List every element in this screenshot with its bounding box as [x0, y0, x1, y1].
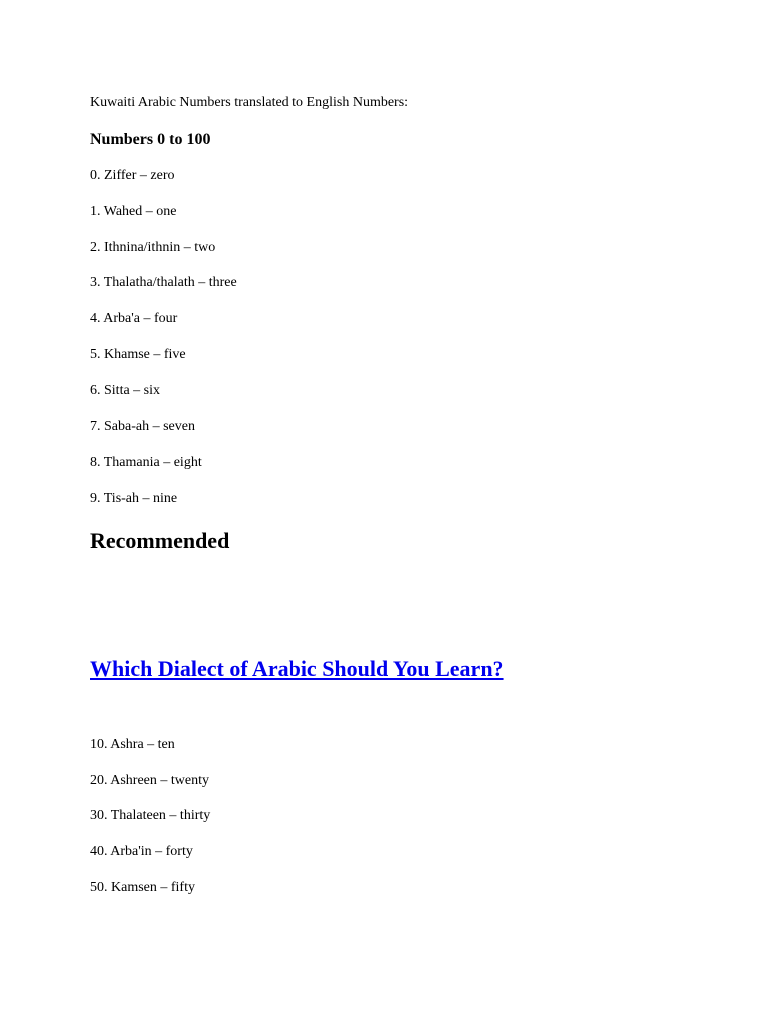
recommended-article-link[interactable]: Which Dialect of Arabic Should You Learn? [90, 656, 504, 681]
list-item: 6. Sitta – six [90, 383, 161, 398]
list-item: 4. Arba'a – four [90, 311, 178, 326]
list-item: 50. Kamsen – fifty [90, 880, 195, 895]
list-item: 8. Thamania – eight [90, 455, 202, 470]
list-item: 10. Ashra – ten [90, 737, 175, 752]
section-heading: Numbers 0 to 100 [90, 131, 211, 148]
list-item: 5. Khamse – five [90, 347, 186, 362]
list-item: 2. Ithnina/ithnin – two [90, 240, 216, 255]
list-item: 3. Thalatha/thalath – three [90, 275, 237, 290]
recommended-heading: Recommended [90, 528, 230, 553]
intro-text: Kuwaiti Arabic Numbers translated to English Numbers: [90, 95, 409, 110]
list-item: 30. Thalateen – thirty [90, 808, 211, 823]
list-item: 0. Ziffer – zero [90, 168, 175, 183]
list-item: 9. Tis-ah – nine [90, 491, 178, 506]
list-item: 20. Ashreen – twenty [90, 773, 209, 788]
list-item: 7. Saba-ah – seven [90, 419, 195, 434]
list-item: 40. Arba'in – forty [90, 844, 193, 859]
list-item: 1. Wahed – one [90, 204, 177, 219]
